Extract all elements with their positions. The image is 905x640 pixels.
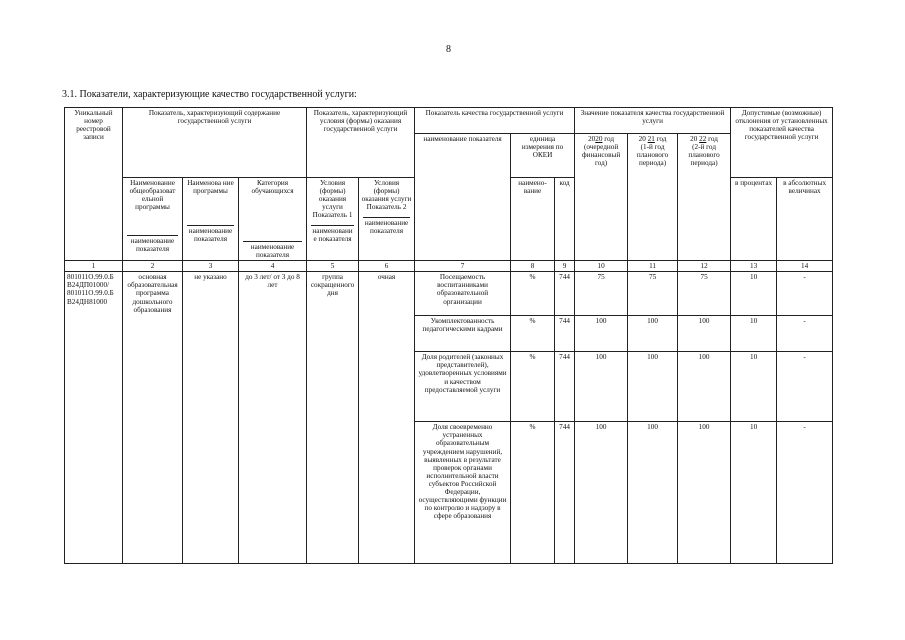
- indicator-absolute: -: [777, 272, 833, 316]
- indicator-absolute: -: [777, 316, 833, 352]
- header-category: Категория обучающихся наименование показателя: [239, 178, 307, 261]
- quality-indicators-table: [64, 107, 833, 564]
- indicator-year-3: 100: [678, 352, 731, 422]
- indicator-percent: 10: [731, 316, 777, 352]
- column-number: 4: [239, 261, 307, 272]
- indicator-year-3: 100: [678, 316, 731, 352]
- column-number: 7: [415, 261, 511, 272]
- indicator-year-2: 100: [628, 316, 678, 352]
- indicator-year-2: 75: [628, 272, 678, 316]
- indicator-code: 744: [555, 316, 575, 352]
- column-number: 5: [307, 261, 359, 272]
- header-year-1: 2020 год (очередной финансовый год): [575, 134, 628, 261]
- indicator-absolute: -: [777, 352, 833, 422]
- header-value-indicator: Значение показателя качества государственной услуги: [575, 108, 731, 134]
- indicator-name: Укомплектованность педагогическими кадрами: [415, 316, 511, 352]
- column-number: 14: [777, 261, 833, 272]
- header-indicator-name: наименование показателя: [415, 134, 511, 261]
- header-absolute: в абсолютных величинах: [777, 178, 833, 261]
- header-deviation: Допустимые (возможные) отклонения от установленных показателей качества государственной услуги: [731, 108, 833, 178]
- header-cond1: Условия (формы) оказания услуги Показатель 1 наименование показателя: [307, 178, 359, 261]
- header-program-name: Наименование общеобразоват ельной программы наименование показателя: [123, 178, 183, 261]
- indicator-year-3: 75: [678, 272, 731, 316]
- record-cond2: очная: [359, 272, 415, 564]
- indicator-name: Доля родителей (законных представителей), удовлетворенных условиями и качеством предоставляемой услуги: [415, 352, 511, 422]
- indicator-unit: %: [511, 272, 555, 316]
- indicator-code: 744: [555, 422, 575, 564]
- record-cond1: группа сокращенного дня: [307, 272, 359, 564]
- indicator-year-1: 75: [575, 272, 628, 316]
- indicator-year-2: 100: [628, 422, 678, 564]
- header-conditions-indicator: Показатель, характеризующий условия (формы) оказания государственной услуги: [307, 108, 415, 178]
- column-number: 11: [628, 261, 678, 272]
- header-program: Наименова ние программы наименование показателя: [183, 178, 239, 261]
- indicator-percent: 10: [731, 272, 777, 316]
- column-number: 12: [678, 261, 731, 272]
- indicator-name: Посещаемость воспитанниками образовательной организации: [415, 272, 511, 316]
- indicator-name: Доля своевременно устраненных образовательным учреждением нарушений, выявленных в результате проверок органами исполнительной власти субъектов Российской Федерации, осуществляющими функции по контролю и надзору в сфере образования: [415, 422, 511, 564]
- header-unit-okei: единица измерения по ОКЕИ: [511, 134, 575, 178]
- indicator-percent: 10: [731, 352, 777, 422]
- table-row: [65, 272, 833, 316]
- section-title: 3.1. Показатели, характеризующие качество государственной услуги:: [62, 89, 357, 100]
- column-number-row: [65, 261, 833, 272]
- column-number: 2: [123, 261, 183, 272]
- column-number: 6: [359, 261, 415, 272]
- header-year-2: 20 21 год (1-й год планового периода): [628, 134, 678, 261]
- header-content-indicator: Показатель, характеризующий содержание государственной услуги: [123, 108, 307, 178]
- header-year-3: 20 22 год (2-й год планового периода): [678, 134, 731, 261]
- header-cond2: Условия (формы) оказания услуги Показатель 2 наименование показателя: [359, 178, 415, 261]
- record-category: до 3 лет/ от 3 до 8 лет: [239, 272, 307, 564]
- indicator-code: 744: [555, 272, 575, 316]
- record-id: 801011О.99.0.Б В24ДП01000/ 801011О.99.0.Б В24ДН81000: [65, 272, 123, 564]
- column-number: 10: [575, 261, 628, 272]
- column-number: 3: [183, 261, 239, 272]
- page-number: 8: [446, 44, 451, 55]
- header-percent: в процентах: [731, 178, 777, 261]
- header-unit-name: наимено-вание: [511, 178, 555, 261]
- header-unique-number: Уникальный номер реестровой записи: [65, 108, 123, 261]
- indicator-unit: %: [511, 352, 555, 422]
- record-program-name: основная образовательная программа дошкольного образования: [123, 272, 183, 564]
- indicator-code: 744: [555, 352, 575, 422]
- column-number: 8: [511, 261, 555, 272]
- indicator-year-1: 100: [575, 422, 628, 564]
- column-number: 9: [555, 261, 575, 272]
- indicator-absolute: -: [777, 422, 833, 564]
- record-program: не указано: [183, 272, 239, 564]
- indicator-year-3: 100: [678, 422, 731, 564]
- indicator-year-1: 100: [575, 316, 628, 352]
- column-number: 1: [65, 261, 123, 272]
- indicator-percent: 10: [731, 422, 777, 564]
- column-number: 13: [731, 261, 777, 272]
- indicator-unit: %: [511, 422, 555, 564]
- header-unit-code: код: [555, 178, 575, 261]
- indicator-unit: %: [511, 316, 555, 352]
- indicator-year-2: 100: [628, 352, 678, 422]
- indicator-year-1: 100: [575, 352, 628, 422]
- header-quality-indicator: Показатель качества государственной услуги: [415, 108, 575, 134]
